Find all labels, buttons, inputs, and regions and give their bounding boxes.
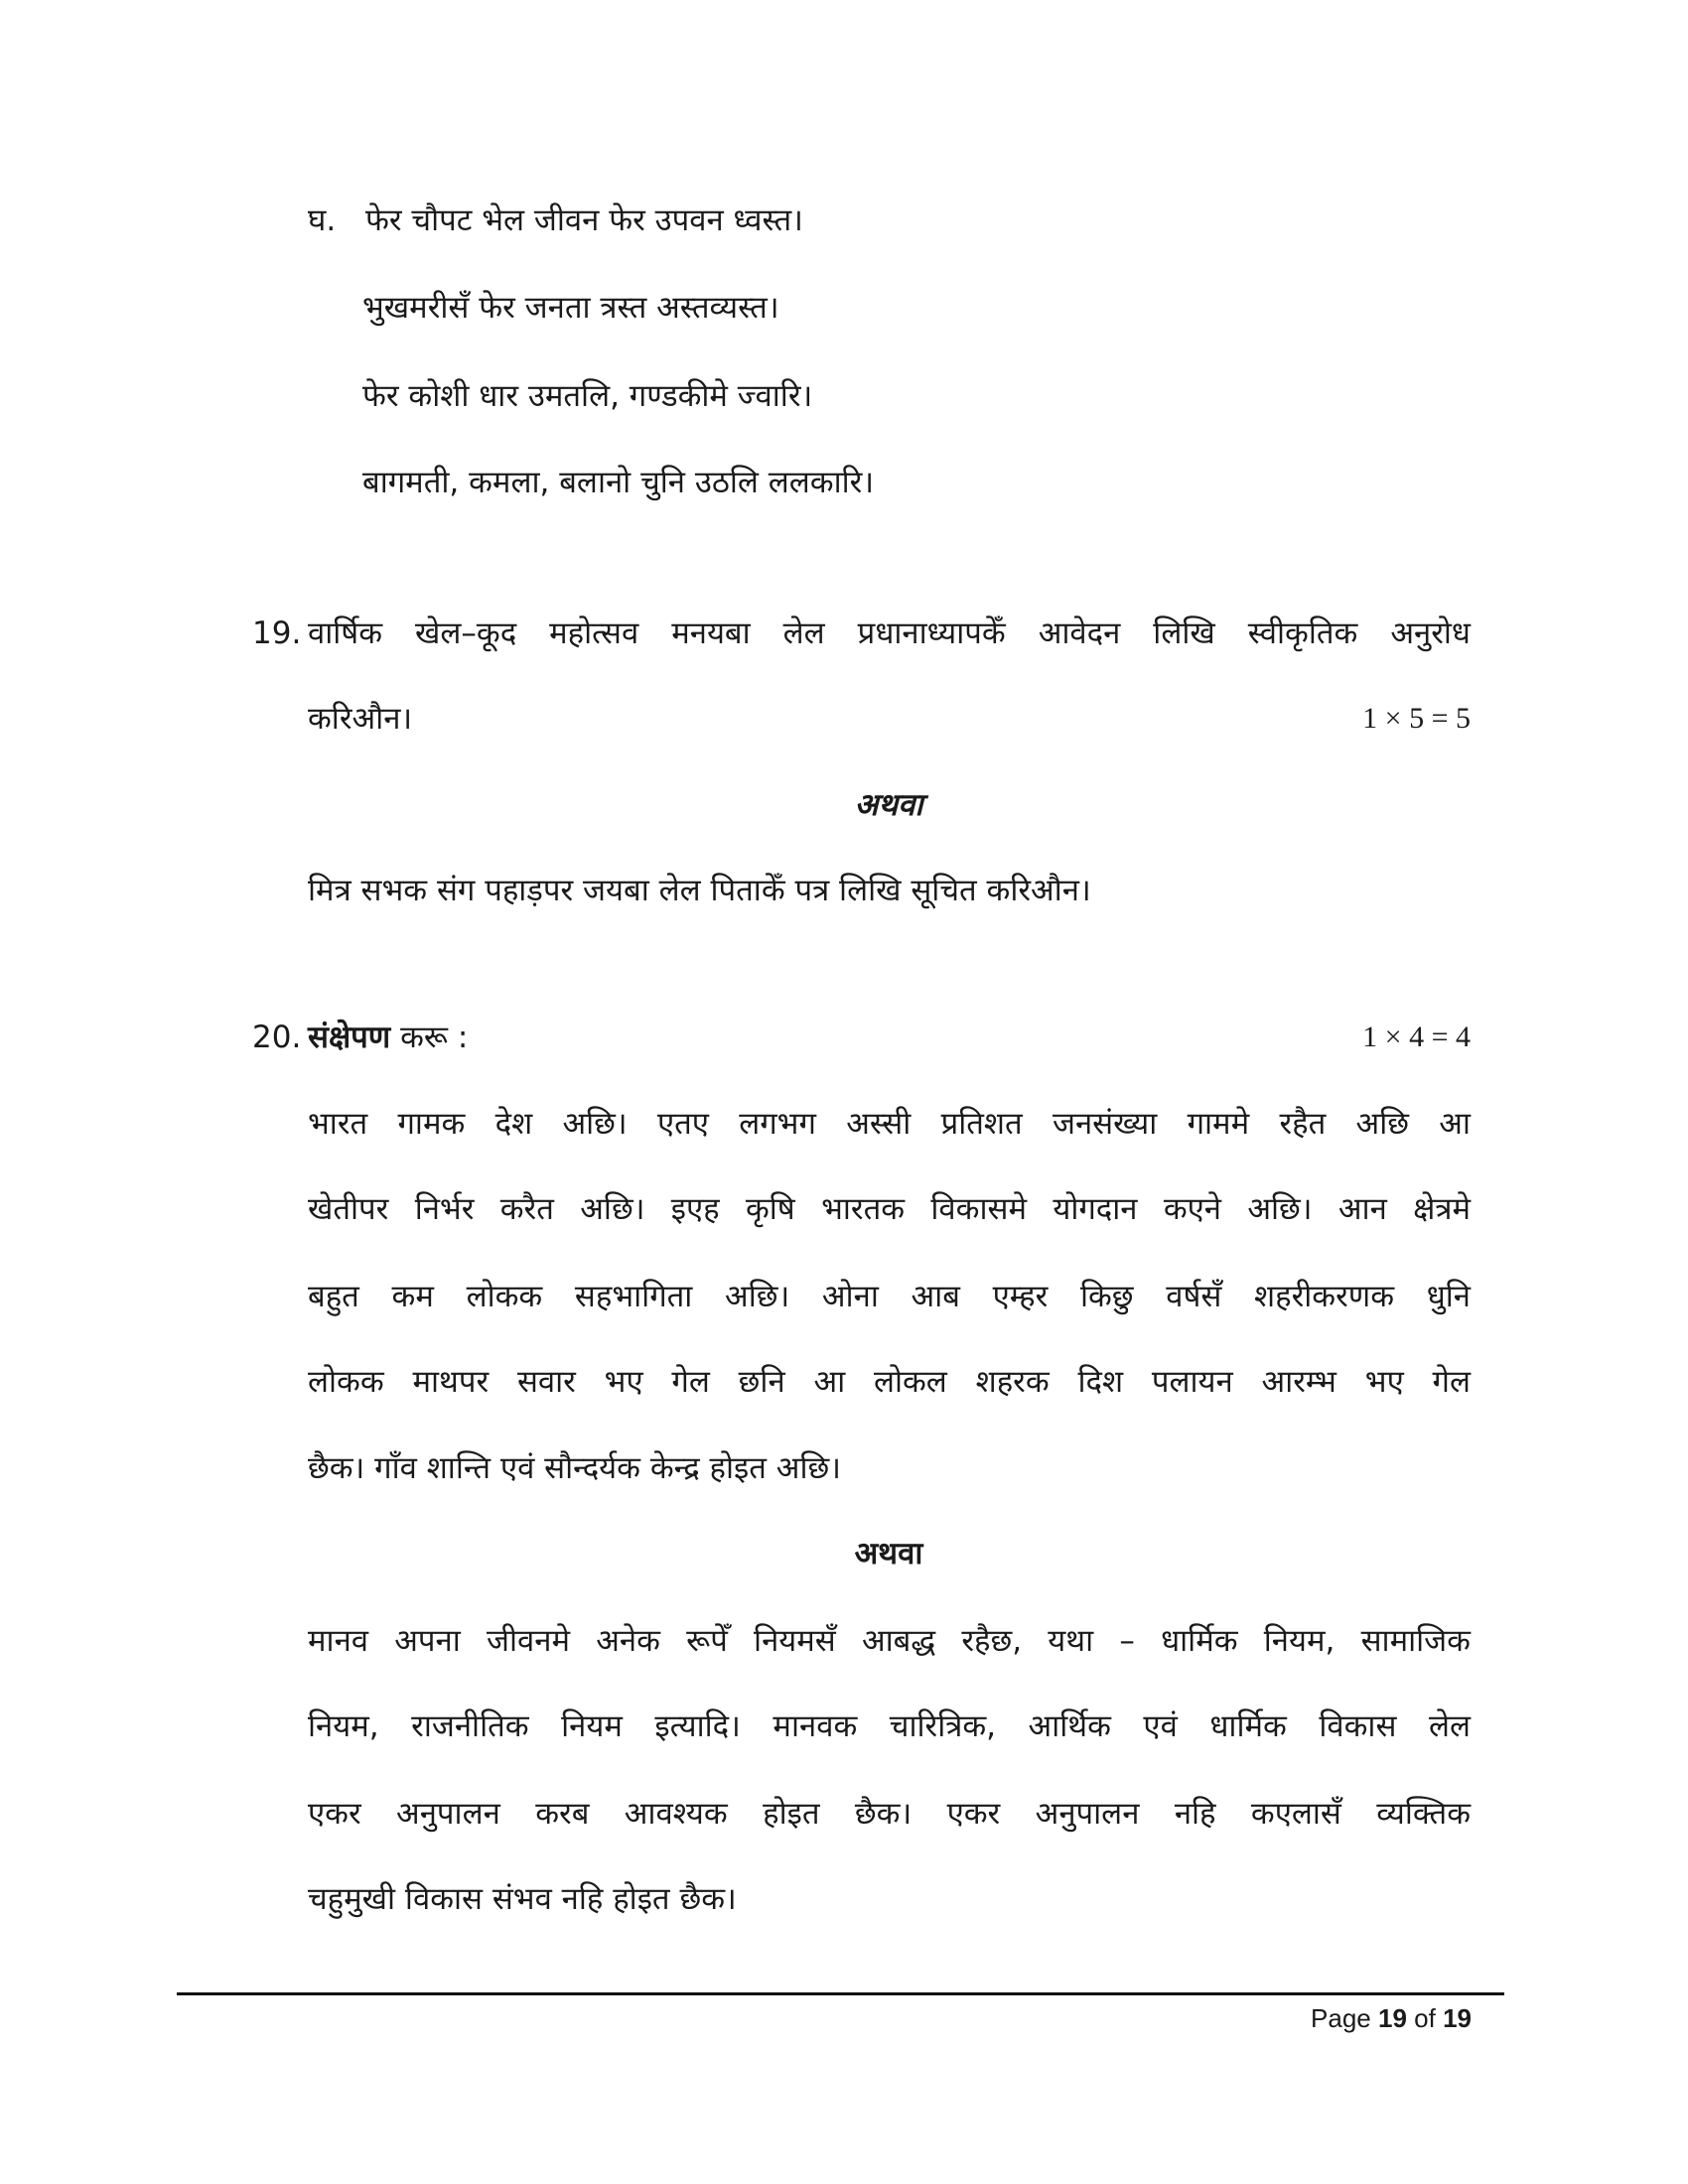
- page-of: of: [1414, 2003, 1436, 2033]
- passage-line: चहुमुखी विकास संभव नहि होइत छैक।: [308, 1881, 737, 1917]
- question-20-title: [308, 1018, 468, 1057]
- passage-line: बहुत कम लोकक सहभागिता अछि। ओना आब एम्हर किछु वर्षसँ शहरीकरणक धुनि: [308, 1279, 1471, 1314]
- or-heading: अथवा: [854, 1536, 923, 1571]
- passage-line: छैक। गाँव शान्ति एवं सौन्दर्यक केन्द्र होइत अछि।: [308, 1450, 841, 1486]
- page-current: 19: [1378, 2003, 1407, 2033]
- poem-line: फेर कोशी धार उमतलि, गण्डकीमे ज्वारि।: [362, 378, 813, 414]
- question-19-marks: 1 × 5 = 5: [1362, 702, 1471, 735]
- question-19-alternative: मित्र सभक संग पहाड़पर जयबा लेल पिताकेँ पत्र लिखि सूचित करिऔन।: [308, 873, 1091, 908]
- footer-divider: [177, 1992, 1504, 1995]
- page-prefix: Page: [1311, 2003, 1371, 2033]
- page-total: 19: [1443, 2003, 1472, 2033]
- poem-line: भुखमरीसँ फेर जनता त्रस्त अस्तव्यस्त।: [362, 290, 779, 326]
- question-19-text-cont: करिऔन।: [308, 701, 413, 737]
- passage-line: खेतीपर निर्भर करैत अछि। इएह कृषि भारतक विकासमे योगदान कएने अछि। आन क्षेत्रमे: [308, 1191, 1471, 1227]
- passage-line: भारत गामक देश अछि। एतए लगभग अस्सी प्रतिशत जनसंख्या गाममे रहैत अछि आ: [308, 1106, 1471, 1142]
- page-number: [1311, 2003, 1472, 2034]
- passage-line: एकर अनुपालन करब आवश्यक होइत छैक। एकर अनुपालन नहि कएलासँ व्यक्तिक: [308, 1796, 1471, 1832]
- passage-line: लोकक माथपर सवार भए गेल छनि आ लोकल शहरक दिश पलायन आरम्भ भए गेल: [308, 1364, 1471, 1400]
- poem-line: फेर चौपट भेल जीवन फेर उपवन ध्वस्त।: [365, 203, 803, 238]
- question-19-number: 19.: [252, 615, 302, 651]
- poem-label: घ.: [308, 203, 337, 238]
- question-20-number: 20.: [252, 1020, 302, 1055]
- question-20-title-bold: संक्षेपण: [308, 1020, 391, 1055]
- passage-line: मानव अपना जीवनमे अनेक रूपेँ नियमसँ आबद्ध रहैछ, यथा – धार्मिक नियम, सामाजिक: [308, 1623, 1471, 1659]
- or-heading: अथवा: [854, 787, 923, 823]
- passage-line: नियम, राजनीतिक नियम इत्यादि। मानवक चारित्रिक, आर्थिक एवं धार्मिक विकास लेल: [308, 1708, 1471, 1744]
- question-20-title-rest: करू :: [400, 1020, 469, 1055]
- question-19-text: वार्षिक खेल–कूद महोत्सव मनयबा लेल प्रधानाध्यापकेँ आवेदन लिखि स्वीकृतिक अनुरोध: [308, 615, 1471, 651]
- poem-line: बागमती, कमला, बलानो चुनि उठलि ललकारि।: [362, 465, 875, 500]
- question-20-marks: 1 × 4 = 4: [1362, 1021, 1471, 1053]
